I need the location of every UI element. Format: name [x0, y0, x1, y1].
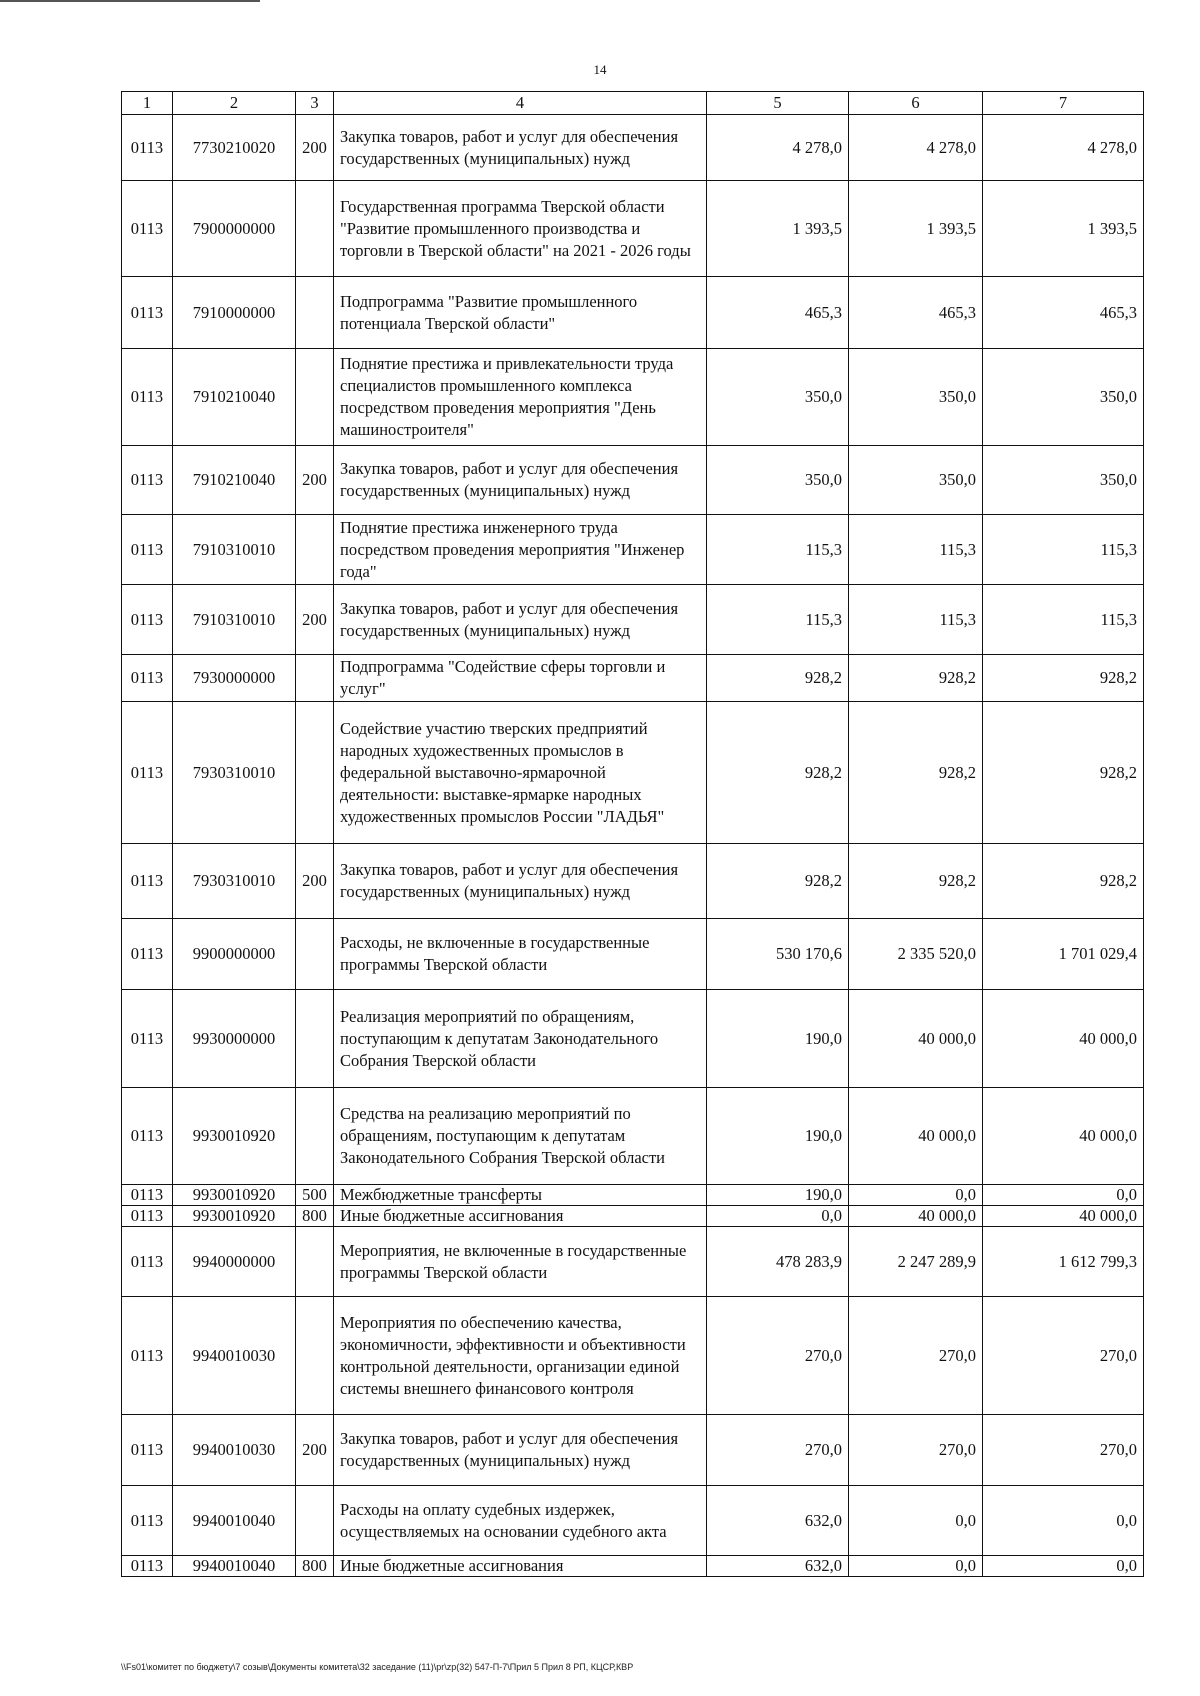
cell-amount-7: 115,3: [983, 585, 1144, 655]
cell-target-code: 9940010030: [173, 1415, 296, 1486]
column-header: 5: [707, 92, 849, 115]
cell-description: Закупка товаров, работ и услуг для обеспечения государственных (муниципальных) нужд: [334, 115, 707, 181]
table-row: [122, 1088, 1144, 1185]
cell-target-code: 7930310010: [173, 844, 296, 919]
table-row: [122, 515, 1144, 585]
cell-description: Мероприятия, не включенные в государственные программы Тверской области: [334, 1227, 707, 1297]
cell-description: Закупка товаров, работ и услуг для обеспечения государственных (муниципальных) нужд: [334, 585, 707, 655]
cell-expense-type: [296, 277, 334, 349]
cell-target-code: 7910310010: [173, 515, 296, 585]
cell-amount-5: 190,0: [707, 990, 849, 1088]
cell-description: Содействие участию тверских предприятий народных художественных промыслов в федеральной выставочно-ярмарочной деятельности: выставке-ярмарке народных художественных промыслов России "ЛАДЬЯ": [334, 702, 707, 844]
cell-amount-7: 0,0: [983, 1556, 1144, 1577]
cell-amount-6: 350,0: [849, 349, 983, 446]
table-row: [122, 1297, 1144, 1415]
cell-section: 0113: [122, 1088, 173, 1185]
cell-expense-type: [296, 1297, 334, 1415]
cell-amount-7: 1 701 029,4: [983, 919, 1144, 990]
column-header: 7: [983, 92, 1144, 115]
cell-amount-6: 0,0: [849, 1556, 983, 1577]
cell-section: 0113: [122, 349, 173, 446]
cell-amount-5: 350,0: [707, 349, 849, 446]
cell-expense-type: [296, 1486, 334, 1556]
cell-target-code: 9940010040: [173, 1486, 296, 1556]
cell-expense-type: 200: [296, 115, 334, 181]
table-row: [122, 1486, 1144, 1556]
cell-amount-7: 0,0: [983, 1486, 1144, 1556]
column-header: 1: [122, 92, 173, 115]
cell-target-code: 9930010920: [173, 1088, 296, 1185]
cell-section: 0113: [122, 1185, 173, 1206]
cell-amount-6: 0,0: [849, 1486, 983, 1556]
column-header: 6: [849, 92, 983, 115]
cell-description: Мероприятия по обеспечению качества, экономичности, эффективности и объективности контрольной деятельности, организации единой системы внешнего финансового контроля: [334, 1297, 707, 1415]
table-row: [122, 349, 1144, 446]
cell-target-code: 7730210020: [173, 115, 296, 181]
cell-expense-type: 800: [296, 1206, 334, 1227]
cell-section: 0113: [122, 115, 173, 181]
cell-expense-type: [296, 702, 334, 844]
cell-description: Поднятие престижа и привлекательности труда специалистов промышленного комплекса посредством проведения мероприятия "День машиностроителя": [334, 349, 707, 446]
cell-amount-6: 2 247 289,9: [849, 1227, 983, 1297]
cell-amount-6: 0,0: [849, 1185, 983, 1206]
table-row: [122, 1556, 1144, 1577]
cell-amount-7: 40 000,0: [983, 1206, 1144, 1227]
cell-target-code: 9940010040: [173, 1556, 296, 1577]
cell-target-code: 9940010030: [173, 1297, 296, 1415]
cell-section: 0113: [122, 181, 173, 277]
cell-description: Иные бюджетные ассигнования: [334, 1556, 707, 1577]
cell-target-code: 7930310010: [173, 702, 296, 844]
cell-amount-5: 270,0: [707, 1415, 849, 1486]
cell-description: Поднятие престижа инженерного труда посредством проведения мероприятия "Инженер года": [334, 515, 707, 585]
table-row: [122, 655, 1144, 702]
cell-section: 0113: [122, 515, 173, 585]
cell-target-code: 7910210040: [173, 349, 296, 446]
cell-amount-7: 40 000,0: [983, 1088, 1144, 1185]
cell-amount-6: 40 000,0: [849, 990, 983, 1088]
cell-section: 0113: [122, 844, 173, 919]
cell-amount-7: 1 612 799,3: [983, 1227, 1144, 1297]
cell-target-code: 7930000000: [173, 655, 296, 702]
cell-description: Иные бюджетные ассигнования: [334, 1206, 707, 1227]
cell-amount-5: 0,0: [707, 1206, 849, 1227]
cell-amount-6: 2 335 520,0: [849, 919, 983, 990]
cell-amount-6: 465,3: [849, 277, 983, 349]
cell-amount-7: 928,2: [983, 655, 1144, 702]
cell-section: 0113: [122, 1486, 173, 1556]
cell-amount-6: 928,2: [849, 702, 983, 844]
cell-amount-7: 350,0: [983, 446, 1144, 515]
cell-amount-5: 350,0: [707, 446, 849, 515]
cell-amount-7: 0,0: [983, 1185, 1144, 1206]
cell-expense-type: [296, 349, 334, 446]
cell-section: 0113: [122, 1297, 173, 1415]
table-row: [122, 115, 1144, 181]
cell-amount-6: 1 393,5: [849, 181, 983, 277]
table-row: [122, 1227, 1144, 1297]
cell-amount-6: 115,3: [849, 585, 983, 655]
cell-amount-5: 190,0: [707, 1088, 849, 1185]
cell-amount-6: 270,0: [849, 1297, 983, 1415]
cell-section: 0113: [122, 990, 173, 1088]
file-path-footer: \\Fs01\комитет по бюджету\7 созыв\Документы комитета\32 заседание (11)\pr\zp(32) 547-П-7\Прил 5 Прил 8 РП, КЦСР,КВР: [121, 1662, 634, 1672]
cell-target-code: 9930010920: [173, 1206, 296, 1227]
table-row: [122, 446, 1144, 515]
cell-amount-5: 478 283,9: [707, 1227, 849, 1297]
cell-amount-6: 928,2: [849, 655, 983, 702]
cell-description: Закупка товаров, работ и услуг для обеспечения государственных (муниципальных) нужд: [334, 844, 707, 919]
cell-target-code: 7910000000: [173, 277, 296, 349]
table-row: [122, 181, 1144, 277]
cell-section: 0113: [122, 919, 173, 990]
table-row: [122, 1206, 1144, 1227]
cell-amount-7: 270,0: [983, 1297, 1144, 1415]
table-row: [122, 1185, 1144, 1206]
cell-amount-7: 40 000,0: [983, 990, 1144, 1088]
cell-amount-5: 465,3: [707, 277, 849, 349]
scan-edge-line: [0, 0, 260, 2]
cell-amount-7: 928,2: [983, 702, 1144, 844]
cell-section: 0113: [122, 1415, 173, 1486]
cell-expense-type: 200: [296, 585, 334, 655]
cell-amount-5: 632,0: [707, 1486, 849, 1556]
cell-amount-6: 928,2: [849, 844, 983, 919]
cell-target-code: 7910310010: [173, 585, 296, 655]
cell-amount-6: 270,0: [849, 1415, 983, 1486]
budget-table: [121, 91, 1144, 1577]
cell-expense-type: [296, 1088, 334, 1185]
cell-amount-6: 350,0: [849, 446, 983, 515]
cell-target-code: 9930010920: [173, 1185, 296, 1206]
cell-amount-5: 928,2: [707, 655, 849, 702]
cell-amount-7: 350,0: [983, 349, 1144, 446]
table-row: [122, 585, 1144, 655]
cell-amount-5: 270,0: [707, 1297, 849, 1415]
column-header: 2: [173, 92, 296, 115]
cell-description: Закупка товаров, работ и услуг для обеспечения государственных (муниципальных) нужд: [334, 1415, 707, 1486]
column-header: 4: [334, 92, 707, 115]
column-header: 3: [296, 92, 334, 115]
cell-amount-5: 115,3: [707, 515, 849, 585]
table-row: [122, 844, 1144, 919]
cell-amount-6: 40 000,0: [849, 1088, 983, 1185]
cell-target-code: 9900000000: [173, 919, 296, 990]
cell-expense-type: 200: [296, 446, 334, 515]
cell-description: Расходы на оплату судебных издержек, осуществляемых на основании судебного акта: [334, 1486, 707, 1556]
cell-section: 0113: [122, 1556, 173, 1577]
cell-section: 0113: [122, 1227, 173, 1297]
cell-amount-7: 1 393,5: [983, 181, 1144, 277]
cell-section: 0113: [122, 655, 173, 702]
cell-description: Реализация мероприятий по обращениям, поступающим к депутатам Законодательного Собрания Тверской области: [334, 990, 707, 1088]
cell-description: Подпрограмма "Содействие сферы торговли и услуг": [334, 655, 707, 702]
cell-amount-5: 530 170,6: [707, 919, 849, 990]
cell-target-code: 9940000000: [173, 1227, 296, 1297]
cell-description: Расходы, не включенные в государственные программы Тверской области: [334, 919, 707, 990]
table-row: [122, 277, 1144, 349]
cell-section: 0113: [122, 702, 173, 844]
cell-amount-5: 928,2: [707, 844, 849, 919]
cell-amount-5: 632,0: [707, 1556, 849, 1577]
table-row: [122, 1415, 1144, 1486]
cell-section: 0113: [122, 585, 173, 655]
table-header-row: [122, 92, 1144, 115]
cell-description: Межбюджетные трансферты: [334, 1185, 707, 1206]
cell-expense-type: [296, 919, 334, 990]
cell-section: 0113: [122, 1206, 173, 1227]
cell-amount-6: 4 278,0: [849, 115, 983, 181]
table-row: [122, 702, 1144, 844]
cell-amount-6: 115,3: [849, 515, 983, 585]
cell-description: Средства на реализацию мероприятий по обращениям, поступающим к депутатам Законодательного Собрания Тверской области: [334, 1088, 707, 1185]
cell-expense-type: [296, 990, 334, 1088]
cell-description: Подпрограмма "Развитие промышленного потенциала Тверской области": [334, 277, 707, 349]
cell-expense-type: 800: [296, 1556, 334, 1577]
cell-description: Государственная программа Тверской области "Развитие промышленного производства и торговли в Тверской области" на 2021 - 2026 годы: [334, 181, 707, 277]
cell-expense-type: [296, 181, 334, 277]
cell-description: Закупка товаров, работ и услуг для обеспечения государственных (муниципальных) нужд: [334, 446, 707, 515]
cell-amount-5: 1 393,5: [707, 181, 849, 277]
cell-amount-5: 190,0: [707, 1185, 849, 1206]
table-row: [122, 990, 1144, 1088]
cell-target-code: 9930000000: [173, 990, 296, 1088]
cell-target-code: 7900000000: [173, 181, 296, 277]
cell-expense-type: [296, 655, 334, 702]
page-number: 14: [593, 62, 607, 77]
table-row: [122, 919, 1144, 990]
cell-section: 0113: [122, 446, 173, 515]
cell-amount-5: 4 278,0: [707, 115, 849, 181]
cell-expense-type: [296, 1227, 334, 1297]
cell-expense-type: [296, 515, 334, 585]
cell-section: 0113: [122, 277, 173, 349]
cell-amount-6: 40 000,0: [849, 1206, 983, 1227]
cell-expense-type: 200: [296, 844, 334, 919]
cell-amount-7: 4 278,0: [983, 115, 1144, 181]
cell-expense-type: 200: [296, 1415, 334, 1486]
cell-amount-7: 270,0: [983, 1415, 1144, 1486]
cell-target-code: 7910210040: [173, 446, 296, 515]
cell-amount-5: 115,3: [707, 585, 849, 655]
cell-amount-7: 115,3: [983, 515, 1144, 585]
cell-amount-7: 928,2: [983, 844, 1144, 919]
cell-amount-5: 928,2: [707, 702, 849, 844]
cell-amount-7: 465,3: [983, 277, 1144, 349]
cell-expense-type: 500: [296, 1185, 334, 1206]
